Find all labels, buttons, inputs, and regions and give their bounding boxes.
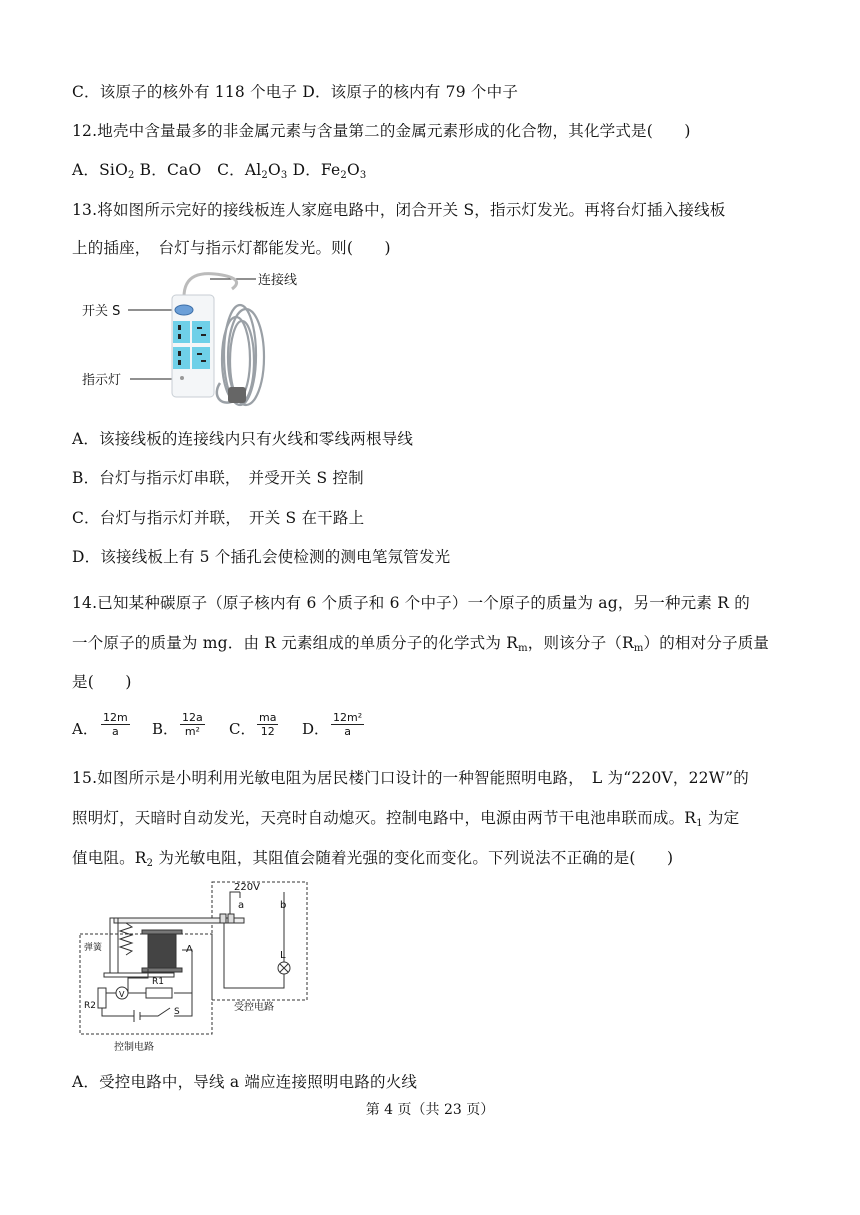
q11-options-cd: C．该原子的核外有 118 个电子 D．该原子的核内有 79 个中子	[72, 83, 519, 101]
q14-option-d-fraction: $\frac{\text{12m²}}{a}$	[333, 711, 363, 738]
q15-stem-1: 15.如图所示是小明利用光敏电阻为居民楼门口设计的一种智能照明电路， L 为“220V，22W”的	[72, 769, 749, 787]
terminal-a-label: a	[238, 900, 245, 911]
indicator-lamp-label: 指示灯	[82, 373, 122, 388]
r1-label: R1	[152, 977, 164, 987]
q14-option-b-fraction: $\frac{12a}{\text{m²}}$	[182, 711, 203, 738]
contact-a-label: A	[186, 944, 193, 955]
q15-option-a: A．受控电路中，导线 a 端应连接照明电路的火线	[72, 1073, 418, 1091]
q14-option-d-label: D．	[302, 720, 330, 738]
q15-figure-relay-circuit	[74, 878, 324, 1058]
q14-option-a-label: A．	[72, 720, 98, 738]
spring-label: 弹簧	[84, 943, 103, 953]
q13-stem-1: 13.将如图所示完好的接线板连人家庭电路中，闭合开关 S，指示灯发光。再将台灯插入接线板	[72, 201, 726, 219]
q14-stem-3: 是( )	[72, 673, 132, 691]
q12-options: A．SiO$_2$ B．CaO C．$Al_2O_3$ D．$Fe_2O_3$	[72, 161, 367, 181]
page-footer: 第 4 页（共 23 页）	[365, 1102, 495, 1118]
switch-label: 开关 S	[82, 304, 121, 319]
wire-label: 连接线	[258, 273, 298, 288]
q14-stem-2: 一个原子的质量为 mg．由 R 元素组成的单质分子的化学式为 $R_m$，则该分子$(R_m)$的相对分子质量	[72, 634, 770, 654]
q13-option-b: B．台灯与指示灯串联， 并受开关 S 控制	[72, 469, 364, 487]
q13-figure-power-strip	[80, 265, 320, 415]
q14-option-c-label: C．	[229, 720, 256, 738]
q14-option-c-fraction: $\frac{ma}{12}$	[259, 711, 277, 738]
r2-label: R2	[84, 1001, 96, 1011]
q13-option-a: A．该接线板的连接线内只有火线和零线两根导线	[72, 430, 414, 448]
q15-stem-3: 值电阻。$R_2$ 为光敏电阻，其阻值会随着光强的变化而变化。下列说法不正确的是( )	[72, 849, 674, 869]
control-circuit-label: 控制电路	[114, 1042, 154, 1053]
lamp-l-label: L	[280, 950, 286, 961]
q14-stem-1: 14.已知某种碳原子（原子核内有 6 个质子和 6 个中子）一个原子的质量为 ag，另一种元素 R 的	[72, 594, 750, 612]
q12-stem: 12.地壳中含量最多的非金属元素与含量第二的金属元素形成的化合物，其化学式是( )	[72, 122, 691, 140]
terminal-b-label: b	[280, 900, 287, 911]
q13-stem-2: 上的插座， 台灯与指示灯都能发光。则( )	[72, 239, 391, 257]
voltmeter-label: V	[119, 990, 125, 999]
q13-option-c: C．台灯与指示灯并联， 开关 S 在干路上	[72, 509, 365, 527]
q15-stem-2: 照明灯，天暗时自动发光，天亮时自动熄灭。控制电路中，电源由两节干电池串联而成。$R_1$ 为定	[72, 809, 740, 829]
q13-option-d: D．该接线板上有 5 个插孔会使检测的测电笔氖管发光	[72, 548, 451, 566]
voltage-label: 220V	[234, 882, 260, 893]
q14-option-a-fraction: $\frac{12m}{a}$	[103, 711, 128, 738]
q14-option-b-label: B．	[152, 720, 179, 738]
controlled-circuit-label: 受控电路	[234, 1002, 274, 1013]
switch-s-label: S	[174, 1007, 180, 1017]
